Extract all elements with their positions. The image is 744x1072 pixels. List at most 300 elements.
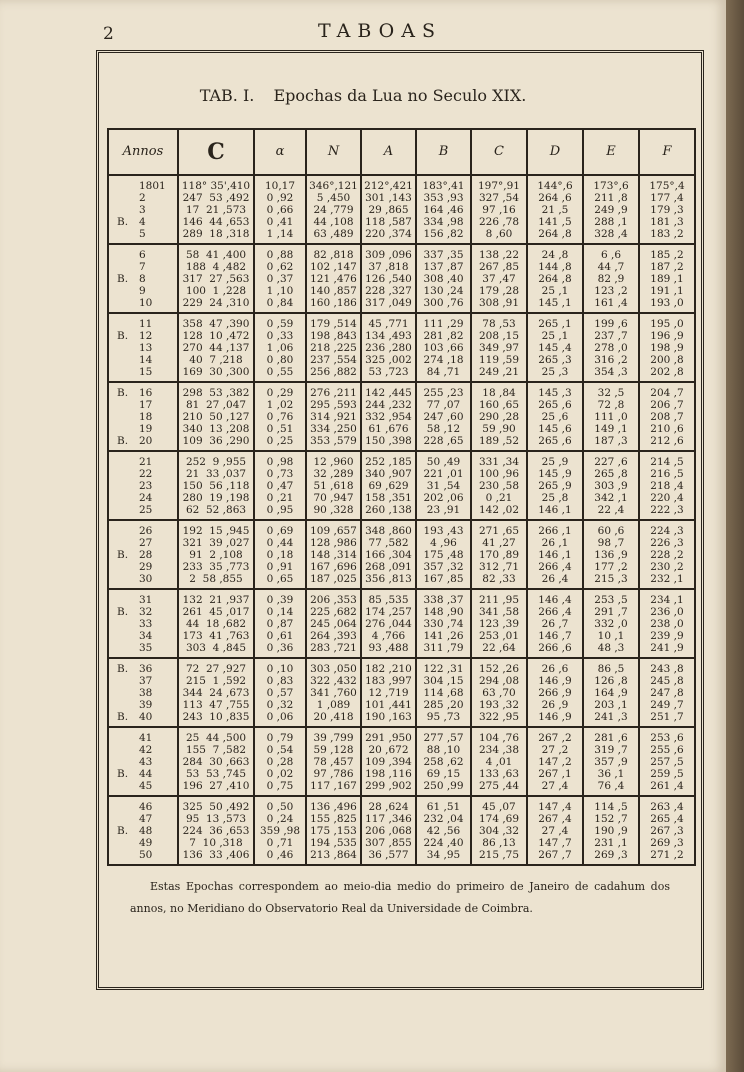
table-value: 114 ,68 <box>423 687 464 699</box>
table-value: 348 ,860 <box>365 525 412 537</box>
table-title <box>0 86 726 105</box>
table-value: 142 ,445 <box>365 387 412 399</box>
table-value: 187 ,025 <box>310 573 357 585</box>
year-line <box>117 732 175 744</box>
table-value: 303 4 ,845 <box>185 642 247 654</box>
value-cell <box>361 658 416 727</box>
year-value: 47 <box>139 813 153 825</box>
table-value: 1 ,14 <box>266 228 294 240</box>
value-cell <box>583 451 639 520</box>
table-value: 25 ,3 <box>541 366 569 378</box>
year-value: 20 <box>139 435 153 447</box>
table-value: 227 ,6 <box>594 456 628 468</box>
table-value: 147 ,7 <box>538 837 572 849</box>
leap-mark: B. <box>117 387 129 399</box>
value-cell <box>583 658 639 727</box>
table-value: 103 ,66 <box>423 342 464 354</box>
table-value: 299 ,902 <box>365 780 412 792</box>
table-value: 0 ,24 <box>266 813 294 825</box>
table-value: 104 ,76 <box>478 732 520 744</box>
table-value: 26 ,1 <box>541 537 569 549</box>
table-value: 247 ,8 <box>650 687 684 699</box>
table-value: 50 ,49 <box>426 456 461 468</box>
table-value: 93 ,488 <box>368 642 409 654</box>
table-value: 316 ,2 <box>594 354 628 366</box>
table-value: 24 ,779 <box>313 204 354 216</box>
year-value: 35 <box>139 642 153 654</box>
year-line <box>117 825 175 837</box>
table-value: 44 ,108 <box>313 216 354 228</box>
table-value: 152 ,26 <box>478 663 520 675</box>
value-cell <box>583 313 639 382</box>
value-cell <box>583 520 639 589</box>
header-c: C <box>471 129 527 175</box>
book-edge <box>726 0 744 1072</box>
years-cell <box>108 520 178 589</box>
table-value: 0 ,71 <box>266 837 294 849</box>
table-value: 82 ,9 <box>597 273 625 285</box>
year-value: 25 <box>139 504 153 516</box>
table-value: 146 ,7 <box>538 630 572 642</box>
table-value: 276 ,211 <box>310 387 357 399</box>
table-value: 145 ,9 <box>538 468 572 480</box>
table-value: 0 ,28 <box>266 756 294 768</box>
year-value: 43 <box>139 756 153 768</box>
table-value: 0 ,10 <box>266 663 294 675</box>
table-value: 82 ,33 <box>482 573 516 585</box>
table-value: 215 ,3 <box>594 573 628 585</box>
table-value: 40 7 ,218 <box>189 354 243 366</box>
table-value: 37 ,47 <box>482 273 516 285</box>
value-cell <box>471 244 527 313</box>
value-cell <box>583 175 639 244</box>
table-value: 354 ,3 <box>594 366 628 378</box>
year-line <box>117 594 175 606</box>
table-value: 190 ,9 <box>594 825 628 837</box>
table-value: 206 ,068 <box>365 825 412 837</box>
table-value: 173 41 ,763 <box>182 630 250 642</box>
table-value: 141 ,5 <box>538 216 572 228</box>
table-value: 0 ,18 <box>266 549 294 561</box>
header-b: B <box>416 129 471 175</box>
table-value: 220 ,374 <box>365 228 412 240</box>
table-value: 301 ,143 <box>365 192 412 204</box>
table-value: 69 ,15 <box>426 768 461 780</box>
table-value: 288 ,1 <box>594 216 628 228</box>
year-line <box>117 492 175 504</box>
table-value: 325 ,002 <box>365 354 412 366</box>
table-value: 0 ,50 <box>266 801 294 813</box>
table-value: 359 ,98 <box>259 825 301 837</box>
table-value: 25 44 ,500 <box>185 732 247 744</box>
leap-mark: B. <box>117 330 129 342</box>
table-value: 173°,6 <box>593 180 629 192</box>
year-line <box>117 456 175 468</box>
table-value: 34 ,95 <box>426 849 461 861</box>
year-value: 29 <box>139 561 153 573</box>
table-value: 36 ,577 <box>368 849 409 861</box>
table-value: 237 ,554 <box>310 354 357 366</box>
table-value: 357 ,32 <box>423 561 464 573</box>
year-value: 13 <box>139 342 153 354</box>
year-value: 31 <box>139 594 153 606</box>
value-cell <box>416 175 471 244</box>
table-value: 265 ,8 <box>594 468 628 480</box>
table-value: 212°,421 <box>364 180 413 192</box>
table-value: 70 ,947 <box>313 492 354 504</box>
table-value: 170 ,89 <box>478 549 520 561</box>
year-value: 28 <box>139 549 153 561</box>
value-cell <box>583 382 639 451</box>
header-n: N <box>306 129 361 175</box>
year-value: 37 <box>139 675 153 687</box>
value-cell <box>306 313 361 382</box>
table-value: 141 ,26 <box>423 630 464 642</box>
table-value: 161 ,4 <box>594 297 628 309</box>
table-value: 271 ,2 <box>650 849 684 861</box>
year-line <box>117 297 175 309</box>
table-value: 267 ,85 <box>478 261 520 273</box>
table-value: 230 ,2 <box>650 561 684 573</box>
table-value: 215 1 ,592 <box>185 675 247 687</box>
table-value: 289 18 ,318 <box>182 228 250 240</box>
year-line <box>117 642 175 654</box>
epochs-table <box>107 128 696 866</box>
table-value: 0 ,47 <box>266 480 294 492</box>
table-value: 175 ,153 <box>310 825 357 837</box>
table-value: 12 ,719 <box>368 687 409 699</box>
table-value: 330 ,74 <box>423 618 464 630</box>
year-line <box>117 366 175 378</box>
table-value: 277 ,57 <box>423 732 464 744</box>
year-value: 48 <box>139 825 153 837</box>
table-value: 0 ,69 <box>266 525 294 537</box>
year-line <box>117 273 175 285</box>
table-value: 283 ,721 <box>310 642 357 654</box>
table-value: 0 ,51 <box>266 423 294 435</box>
table-value: 86 ,5 <box>597 663 625 675</box>
table-value: 22 ,4 <box>597 504 625 516</box>
value-cell <box>306 382 361 451</box>
year-value: 8 <box>139 273 146 285</box>
year-value: 11 <box>139 318 153 330</box>
year-line <box>117 573 175 585</box>
table-value: 0 ,95 <box>266 504 294 516</box>
value-cell <box>361 382 416 451</box>
value-cell <box>527 313 583 382</box>
header-f: F <box>639 129 695 175</box>
table-value: 189 ,1 <box>650 273 684 285</box>
table-value: 196 27 ,410 <box>182 780 250 792</box>
table-value: 0 ,21 <box>266 492 294 504</box>
table-value: 42 ,56 <box>426 825 461 837</box>
table-value: 0 ,14 <box>266 606 294 618</box>
table-value: 182 ,210 <box>365 663 412 675</box>
value-cell <box>178 244 254 313</box>
table-value: 119 ,59 <box>478 354 520 366</box>
footnote-text: Estas Epochas correspondem ao meio-dia medio do primeiro de Janeiro de cadahum dos annos, no Meridiano do Observatorio Real da Universidade de Coimbra. <box>130 880 670 915</box>
value-cell <box>178 451 254 520</box>
table-value: 276 ,044 <box>365 618 412 630</box>
table-value: 231 ,1 <box>594 837 628 849</box>
year-value: 38 <box>139 687 153 699</box>
table-value: 192 15 ,945 <box>182 525 250 537</box>
value-cell <box>178 727 254 796</box>
value-cell <box>306 175 361 244</box>
table-value: 146 ,1 <box>538 504 572 516</box>
table-value: 0 ,80 <box>266 354 294 366</box>
table-value: 2 58 ,855 <box>189 573 243 585</box>
table-value: 266 ,4 <box>538 561 572 573</box>
table-value: 63 ,489 <box>313 228 354 240</box>
year-group-row <box>108 658 695 727</box>
table-value: 117 ,346 <box>365 813 412 825</box>
years-cell <box>108 451 178 520</box>
value-cell <box>639 796 695 865</box>
table-value: 155 7 ,582 <box>185 744 247 756</box>
table-value: 265 ,3 <box>538 354 572 366</box>
table-value: 111 ,0 <box>594 411 628 423</box>
header-annos: Annos <box>108 129 178 175</box>
value-cell <box>416 520 471 589</box>
table-value: 303 ,9 <box>594 480 628 492</box>
table-value: 0 ,83 <box>266 675 294 687</box>
table-value: 29 ,865 <box>368 204 409 216</box>
year-line <box>117 801 175 813</box>
table-value: 60 ,6 <box>597 525 625 537</box>
table-value: 53 53 ,745 <box>185 768 247 780</box>
table-value: 1 ,02 <box>266 399 294 411</box>
table-value: 122 ,31 <box>423 663 464 675</box>
table-value: 210 50 ,127 <box>182 411 250 423</box>
table-value: 200 ,8 <box>650 354 684 366</box>
table-value: 152 ,7 <box>594 813 628 825</box>
table-value: 0 ,65 <box>266 573 294 585</box>
table-value: 249 ,7 <box>650 699 684 711</box>
table-value: 0 ,41 <box>266 216 294 228</box>
table-value: 4 ,96 <box>430 537 457 549</box>
table-value: 28 ,624 <box>368 801 409 813</box>
table-value: 27 ,2 <box>541 744 569 756</box>
table-value: 249 ,9 <box>594 204 628 216</box>
table-value: 187 ,2 <box>650 261 684 273</box>
table-value: 17 21 ,573 <box>185 204 247 216</box>
table-value: 218 ,4 <box>650 480 684 492</box>
value-cell <box>178 520 254 589</box>
table-value: 24 ,8 <box>541 249 569 261</box>
year-group-row <box>108 727 695 796</box>
year-value: 2 <box>139 192 146 204</box>
value-cell <box>361 451 416 520</box>
year-group-row <box>108 796 695 865</box>
table-value: 39 ,799 <box>313 732 354 744</box>
year-value: 23 <box>139 480 153 492</box>
table-value: 167 ,696 <box>310 561 357 573</box>
table-value: 356 ,813 <box>365 573 412 585</box>
year-line <box>117 468 175 480</box>
year-line <box>117 711 175 723</box>
value-cell <box>178 175 254 244</box>
table-value: 167 ,85 <box>423 573 464 585</box>
year-line <box>117 606 175 618</box>
table-value: 36 ,1 <box>597 768 625 780</box>
table-value: 130 ,24 <box>423 285 464 297</box>
year-value: 30 <box>139 573 153 585</box>
value-cell <box>527 796 583 865</box>
table-value: 27 ,4 <box>541 780 569 792</box>
value-cell <box>306 727 361 796</box>
table-value: 175°,4 <box>649 180 685 192</box>
year-value: 46 <box>139 801 153 813</box>
value-cell <box>306 589 361 658</box>
table-value: 0 ,84 <box>266 297 294 309</box>
table-value: 77 ,582 <box>368 537 409 549</box>
value-cell <box>306 244 361 313</box>
year-line <box>117 756 175 768</box>
year-line <box>117 192 175 204</box>
table-value: 136 ,9 <box>594 549 628 561</box>
table-value: 344 24 ,673 <box>182 687 250 699</box>
table-value: 319 ,7 <box>594 744 628 756</box>
value-cell <box>361 313 416 382</box>
value-cell <box>471 796 527 865</box>
table-value: 327 ,54 <box>478 192 520 204</box>
table-value: 190 ,163 <box>365 711 412 723</box>
years-cell <box>108 727 178 796</box>
leap-mark: B. <box>117 825 129 837</box>
year-value: 14 <box>139 354 153 366</box>
table-value: 113 47 ,755 <box>182 699 250 711</box>
years-cell <box>108 175 178 244</box>
table-value: 144°,6 <box>537 180 573 192</box>
value-cell <box>254 520 306 589</box>
table-value: 155 ,825 <box>310 813 357 825</box>
table-value: 220 ,4 <box>650 492 684 504</box>
table-value: 181 ,3 <box>650 216 684 228</box>
year-value: 32 <box>139 606 153 618</box>
value-cell <box>527 451 583 520</box>
table-value: 97 ,786 <box>313 768 354 780</box>
table-value: 128 ,986 <box>310 537 357 549</box>
table-value: 59 ,128 <box>313 744 354 756</box>
year-value: 7 <box>139 261 146 273</box>
table-value: 232 ,1 <box>650 573 684 585</box>
table-value: 341 ,760 <box>310 687 357 699</box>
table-value: 179 ,514 <box>310 318 357 330</box>
table-value: 1 ,10 <box>266 285 294 297</box>
table-value: 249 ,21 <box>478 366 520 378</box>
table-value: 206 ,353 <box>310 594 357 606</box>
value-cell <box>416 313 471 382</box>
year-line <box>117 849 175 861</box>
table-value: 134 ,493 <box>365 330 412 342</box>
table-value: 0 ,73 <box>266 468 294 480</box>
value-cell <box>639 520 695 589</box>
value-cell <box>306 451 361 520</box>
table-value: 224 36 ,653 <box>182 825 250 837</box>
table-value: 45 ,771 <box>368 318 409 330</box>
table-value: 177 ,2 <box>594 561 628 573</box>
table-value: 0 ,39 <box>266 594 294 606</box>
table-value: 0 ,46 <box>266 849 294 861</box>
table-value: 25 ,9 <box>541 456 569 468</box>
value-cell <box>471 313 527 382</box>
table-value: 268 ,091 <box>365 561 412 573</box>
value-cell <box>178 313 254 382</box>
year-value: 27 <box>139 537 153 549</box>
table-value: 197°,91 <box>478 180 520 192</box>
table-value: 267 ,2 <box>538 732 572 744</box>
table-value: 150 56 ,118 <box>182 480 250 492</box>
table-value: 291 ,7 <box>594 606 628 618</box>
table-value: 325 50 ,492 <box>182 801 250 813</box>
table-number: TAB. I. <box>199 86 255 105</box>
year-value: 6 <box>139 249 146 261</box>
year-group-row <box>108 451 695 520</box>
table-value: 111 ,29 <box>423 318 464 330</box>
value-cell <box>527 175 583 244</box>
table-value: 311 ,79 <box>423 642 464 654</box>
table-value: 77 ,07 <box>426 399 461 411</box>
table-value: 166 ,304 <box>365 549 412 561</box>
year-line <box>117 342 175 354</box>
table-value: 179 ,3 <box>650 204 684 216</box>
table-value: 0 ,06 <box>266 711 294 723</box>
value-cell <box>639 658 695 727</box>
table-value: 304 ,32 <box>478 825 520 837</box>
table-value: 0 ,88 <box>266 249 294 261</box>
table-value: 274 ,18 <box>423 354 464 366</box>
year-value: 10 <box>139 297 153 309</box>
table-value: 156 ,82 <box>423 228 464 240</box>
year-line <box>117 399 175 411</box>
table-value: 245 ,8 <box>650 675 684 687</box>
table-value: 4 ,766 <box>371 630 406 642</box>
value-cell <box>583 796 639 865</box>
table-value: 69 ,629 <box>368 480 409 492</box>
year-line <box>117 549 175 561</box>
table-value: 243 ,8 <box>650 663 684 675</box>
year-line <box>117 249 175 261</box>
table-value: 234 ,1 <box>650 594 684 606</box>
table-value: 204 ,7 <box>650 387 684 399</box>
year-line <box>117 423 175 435</box>
table-value: 253 ,5 <box>594 594 628 606</box>
table-value: 294 ,08 <box>478 675 520 687</box>
table-value: 78 ,457 <box>313 756 354 768</box>
year-group-row <box>108 520 695 589</box>
leap-mark: B. <box>117 606 129 618</box>
year-line <box>117 261 175 273</box>
table-value: 236 ,280 <box>365 342 412 354</box>
table-value: 146 44 ,653 <box>182 216 250 228</box>
table-value: 295 ,593 <box>310 399 357 411</box>
table-value: 185 ,2 <box>650 249 684 261</box>
year-line <box>117 837 175 849</box>
page-number: 2 <box>103 24 114 44</box>
table-value: 51 ,618 <box>313 480 354 492</box>
table-value: 10 ,1 <box>597 630 625 642</box>
years-cell <box>108 313 178 382</box>
table-value: 198 ,843 <box>310 330 357 342</box>
table-value: 44 ,7 <box>597 261 625 273</box>
table-value: 202 ,8 <box>650 366 684 378</box>
table-value: 271 ,65 <box>478 525 520 537</box>
table-value: 0 ,37 <box>266 273 294 285</box>
table-value: 72 27 ,927 <box>185 663 247 675</box>
table-value: 117 ,167 <box>310 780 357 792</box>
table-value: 265 ,6 <box>538 435 572 447</box>
